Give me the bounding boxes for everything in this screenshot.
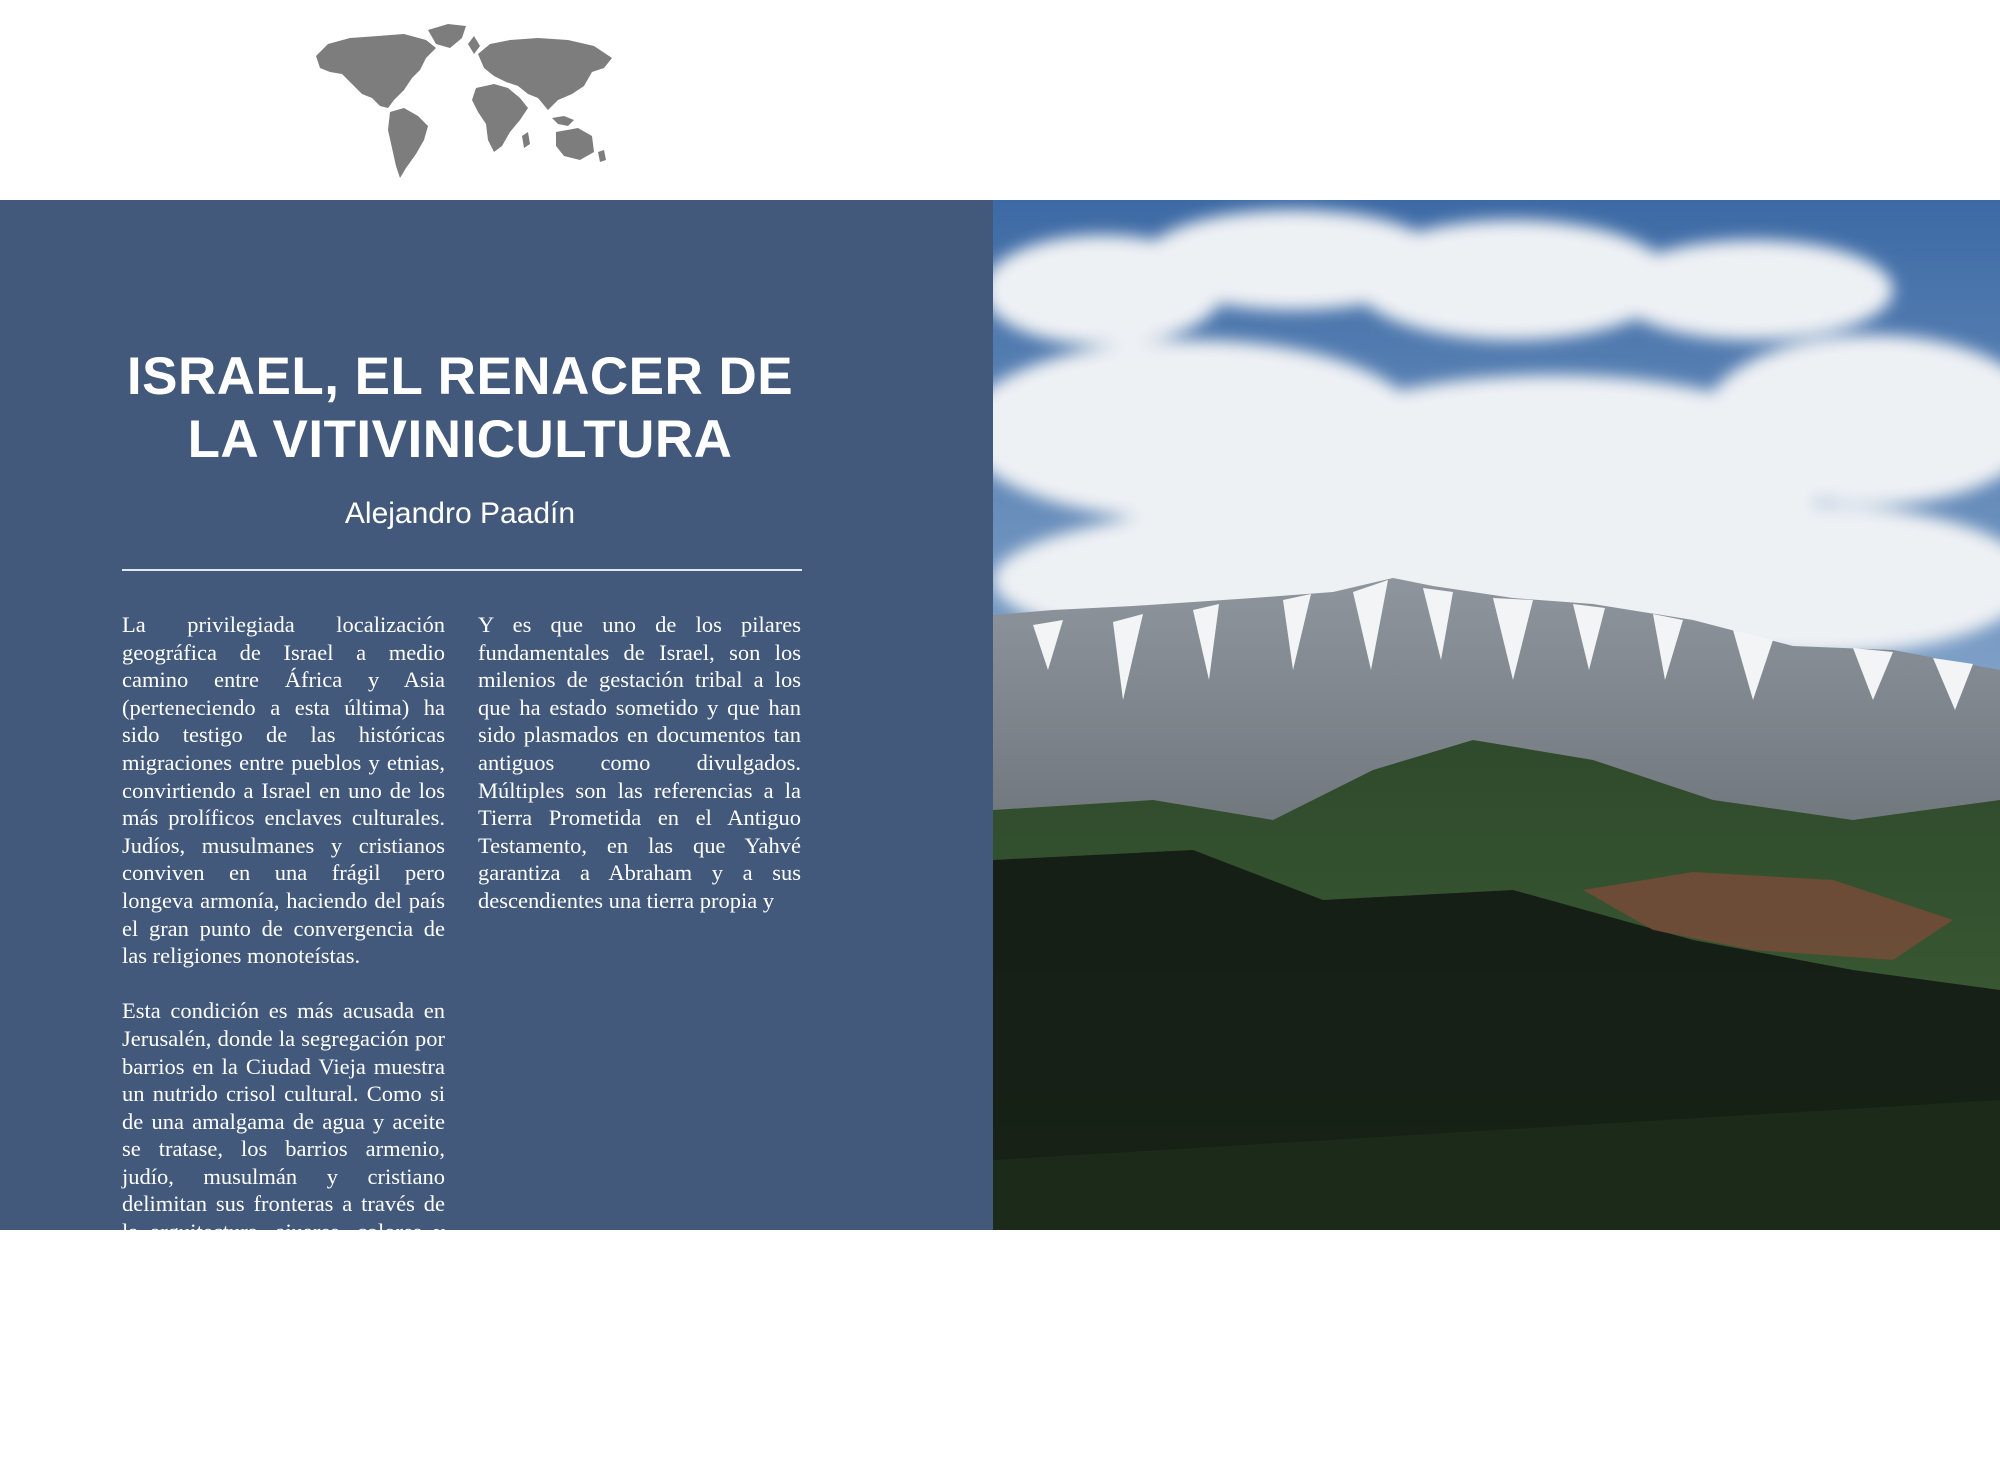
text-column-right <box>478 611 801 942</box>
article-author: Alejandro Paadín <box>344 497 576 530</box>
article-panel <box>0 200 993 1438</box>
title-divider <box>122 569 802 571</box>
title-line-2: LA VITIVINICULTURA <box>187 410 733 469</box>
paragraph-3: Y es que uno de los pilares fundamentales de Israel, son los milenios de gestación tribal a los que ha estado sometido y que han sido plasmados en documentos tan antiguos como divulgados. Múltiples son las referencias a la Tierra Prometida en el Antiguo Testamento, en las que Yahvé garantiza a Abraham y a sus descendientes una tierra propia y <box>478 612 801 913</box>
world-map-icon <box>308 16 618 180</box>
paragraph-2: Esta condición es más acusada en Jerusalén, donde la segregación por barrios en la Ciudad Vieja muestra un nutrido crisol cultural. Como si de una amalgama de agua y aceite se tratase, los barrios armenio, judío, musulmán y cristiano delimitan sus fronteras a través de la arquitectura, ajuares, colores y olores. Pasear por la Ciudad Vieja de Jerusalén es hacerlo por una conjugación histórica de Asia, África y Europa, lo que ineludiblemente se convierte en una experiencia de lo más estimulante. <box>122 998 445 1438</box>
mountain-landscape-photo <box>993 200 2000 1230</box>
paragraph-1: La privilegiada localización geográfica de Israel a medio camino entre África y Asia (perteneciendo a esta última) ha sido testigo de las históricas migraciones entre pueblos y etnias, convirtiendo a Israel en uno de los más prolíficos enclaves culturales. Judíos, musulmanes y cristianos conviven en una frágil pero longeva armonía, haciendo del país el gran punto de convergencia de las religiones monoteístas. <box>122 612 445 969</box>
article-title <box>120 345 800 471</box>
text-column-left <box>122 611 445 1466</box>
title-line-1: ISRAEL, EL RENACER DE <box>126 347 794 406</box>
